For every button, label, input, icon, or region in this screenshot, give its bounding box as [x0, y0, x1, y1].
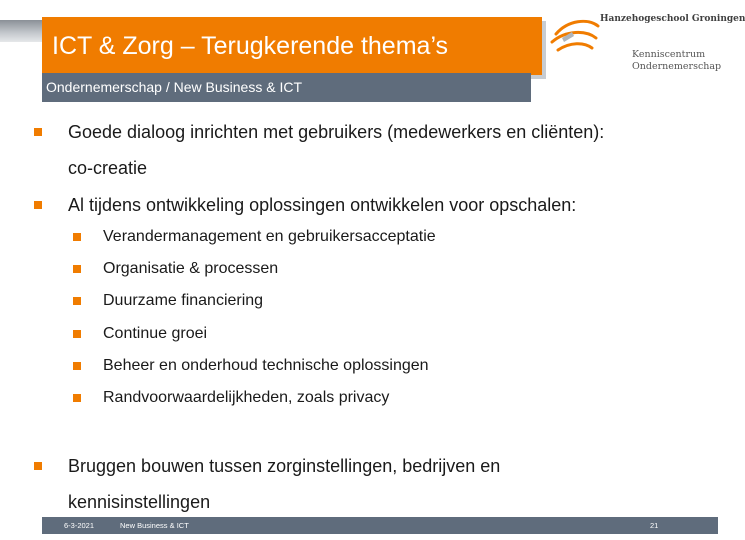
slide-title: ICT & Zorg – Terugkerende thema’s	[52, 32, 449, 60]
bullet-square-icon	[34, 201, 42, 209]
sub-bullet-square-icon	[73, 362, 81, 370]
sub-item: Beheer en onderhoud technische oplossingen	[103, 357, 429, 374]
logo-swirl-icon	[552, 21, 598, 50]
logo-line-2: Ondernemerschap	[632, 61, 722, 72]
bullet-square-icon	[34, 128, 42, 136]
bullet-square-icon	[34, 462, 42, 470]
page-number: 21	[650, 521, 659, 530]
sub-bullet-square-icon	[73, 233, 81, 241]
footer-date: 6-3-2021	[64, 521, 95, 530]
sub-item: Organisatie & processen	[103, 260, 279, 277]
sub-bullet-square-icon	[73, 297, 81, 305]
sub-bullet-square-icon	[73, 394, 81, 402]
footer-label: New Business & ICT	[120, 521, 189, 530]
header-gray-band	[0, 20, 43, 42]
sub-item: Randvoorwaardelijkheden, zoals privacy	[103, 389, 390, 406]
logo-name: Hanzehogeschool Groningen	[600, 14, 745, 24]
bullet-2: Al tijdens ontwikkeling oplossingen ontwikkelen voor opschalen:	[68, 195, 577, 215]
sub-item: Verandermanagement en gebruikersacceptatie	[103, 228, 436, 245]
bullet-3-line-2: kennisinstellingen	[68, 492, 211, 512]
slide-subtitle: Ondernemerschap / New Business & ICT	[46, 79, 302, 95]
sub-bullet-square-icon	[73, 265, 81, 273]
bullet-1-line-2: co-creatie	[68, 158, 148, 178]
logo-line-1: Kenniscentrum	[632, 49, 706, 60]
sub-item: Continue groei	[103, 325, 208, 342]
sub-bullet-square-icon	[73, 330, 81, 338]
bullet-1-line-1: Goede dialoog inrichten met gebruikers (medewerkers en cliënten):	[68, 122, 605, 142]
bullet-3-line-1: Bruggen bouwen tussen zorginstellingen, bedrijven en	[68, 456, 501, 476]
sub-item: Duurzame financiering	[103, 292, 264, 309]
